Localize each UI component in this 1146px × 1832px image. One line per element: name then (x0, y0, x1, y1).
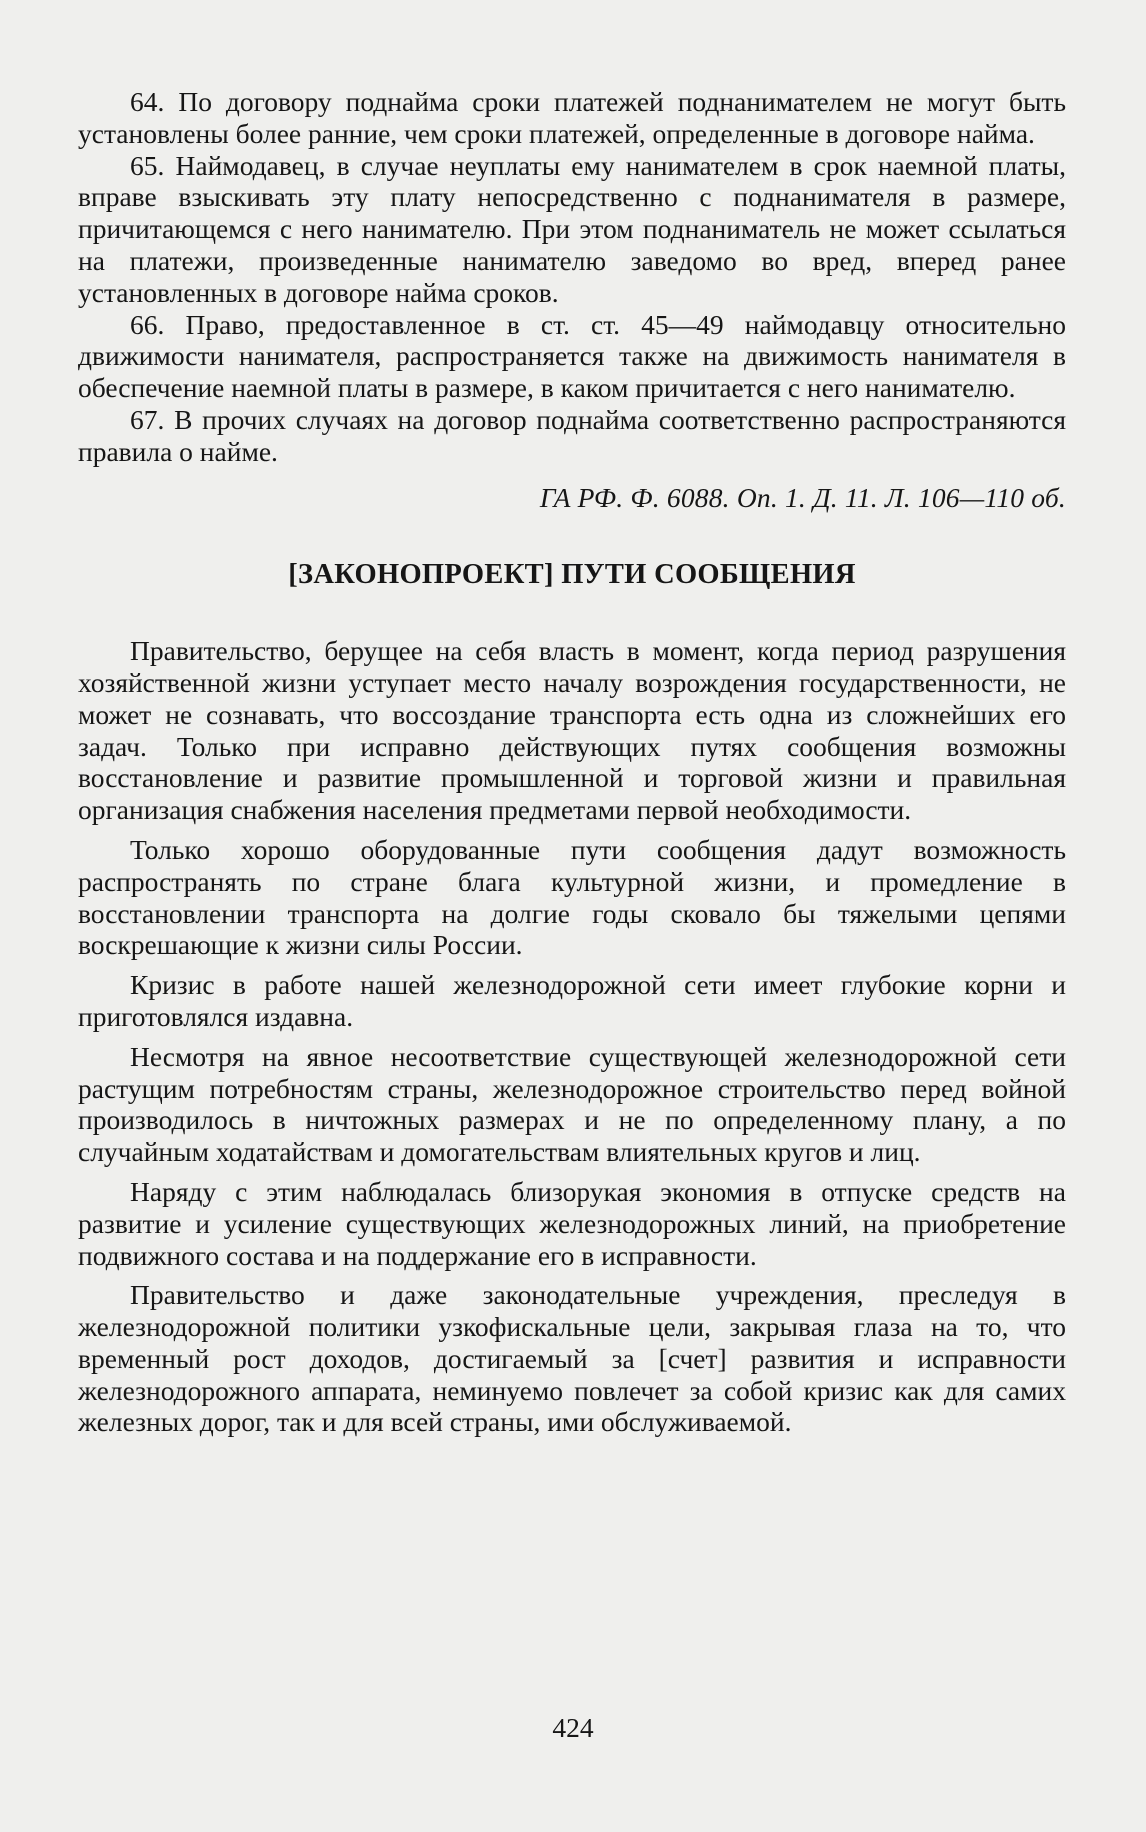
paragraph-3: Кризис в работе нашей железнодорожной сети имеет глубокие корни и приготовлялся издавна. (78, 969, 1066, 1032)
section-title: [ЗАКОНОПРОЕКТ] ПУТИ СООБЩЕНИЯ (288, 559, 856, 591)
article-67: 67. В прочих случаях на договор поднайма соответственно распространяются правила о найме. (78, 403, 1066, 467)
document-page (78, 86, 1066, 1446)
article-66: 66. Право, предоставленное в ст. ст. 45—49 наймодавцу относительно движимости нанимателя, распространяется также на движимость нанимателя в обеспечение наемной платы в размере, в каком причитается с него нанимателю. (78, 308, 1066, 404)
article-65: 65. Наймодавец, в случае неуплаты ему нанимателем в срок наемной платы, вправе взыскивать эту плату непосредственно с поднанимателя в размере, причитающемся с него нанимателю. При этом поднаниматель не может ссылаться на платежи, произведенные нанимателю заведомо во вред, вперед ранее установленных в договоре найма сроков. (78, 149, 1066, 308)
paragraph-2: Только хорошо оборудованные пути сообщения дадут возможность распространять по стране блага культурной жизни, и промедление в восстановлении транспорта на долгие годы сковало бы тяжелыми цепями воскрешающие к жизни силы России. (78, 833, 1066, 961)
paragraph-4: Несмотря на явное несоответствие существующей железнодорожной сети растущим потребностям страны, железнодорожное строительство перед войной производилось в ничтожных размерах и не по определенному плану, а по случайным ходатайствам и домогательствам влиятельных кругов и лиц. (78, 1040, 1066, 1168)
paragraph-1: Правительство, берущее на себя власть в момент, когда период разрушения хозяйственной жизни уступает место началу возрождения государственности, не может не сознавать, что воссоздание транспорта есть одна из сложнейших его задач. Только при исправно действующих путях сообщения возможны восстановление и развитие промышленной и торговой жизни и правильная организация снабжения населения предметами первой необходимости. (78, 635, 1066, 826)
archive-source-reference: ГА РФ. Ф. 6088. Оп. 1. Д. 11. Л. 106—110 об. (539, 481, 1066, 513)
page-number: 424 (552, 1712, 594, 1743)
article-64: 64. По договору поднайма сроки платежей поднанимателем не могут быть установлены более ранние, чем сроки платежей, определенные в договоре найма. (78, 86, 1066, 149)
paragraph-6: Правительство и даже законодательные учреждения, преследуя в железнодорожной политики узкофискальные цели, закрывая глаза на то, что временный рост доходов, достигаемый за [счет] развития и исправности железнодорожного аппарата, неминуемо повлечет за собой кризис как для самих железных дорог, так и для всей страны, ими обслуживаемой. (78, 1279, 1066, 1438)
paragraph-5: Наряду с этим наблюдалась близорукая экономия в отпуске средств на развитие и усиление существующих железнодорожных линий, на приобретение подвижного состава и на поддержание его в исправности. (78, 1175, 1066, 1271)
